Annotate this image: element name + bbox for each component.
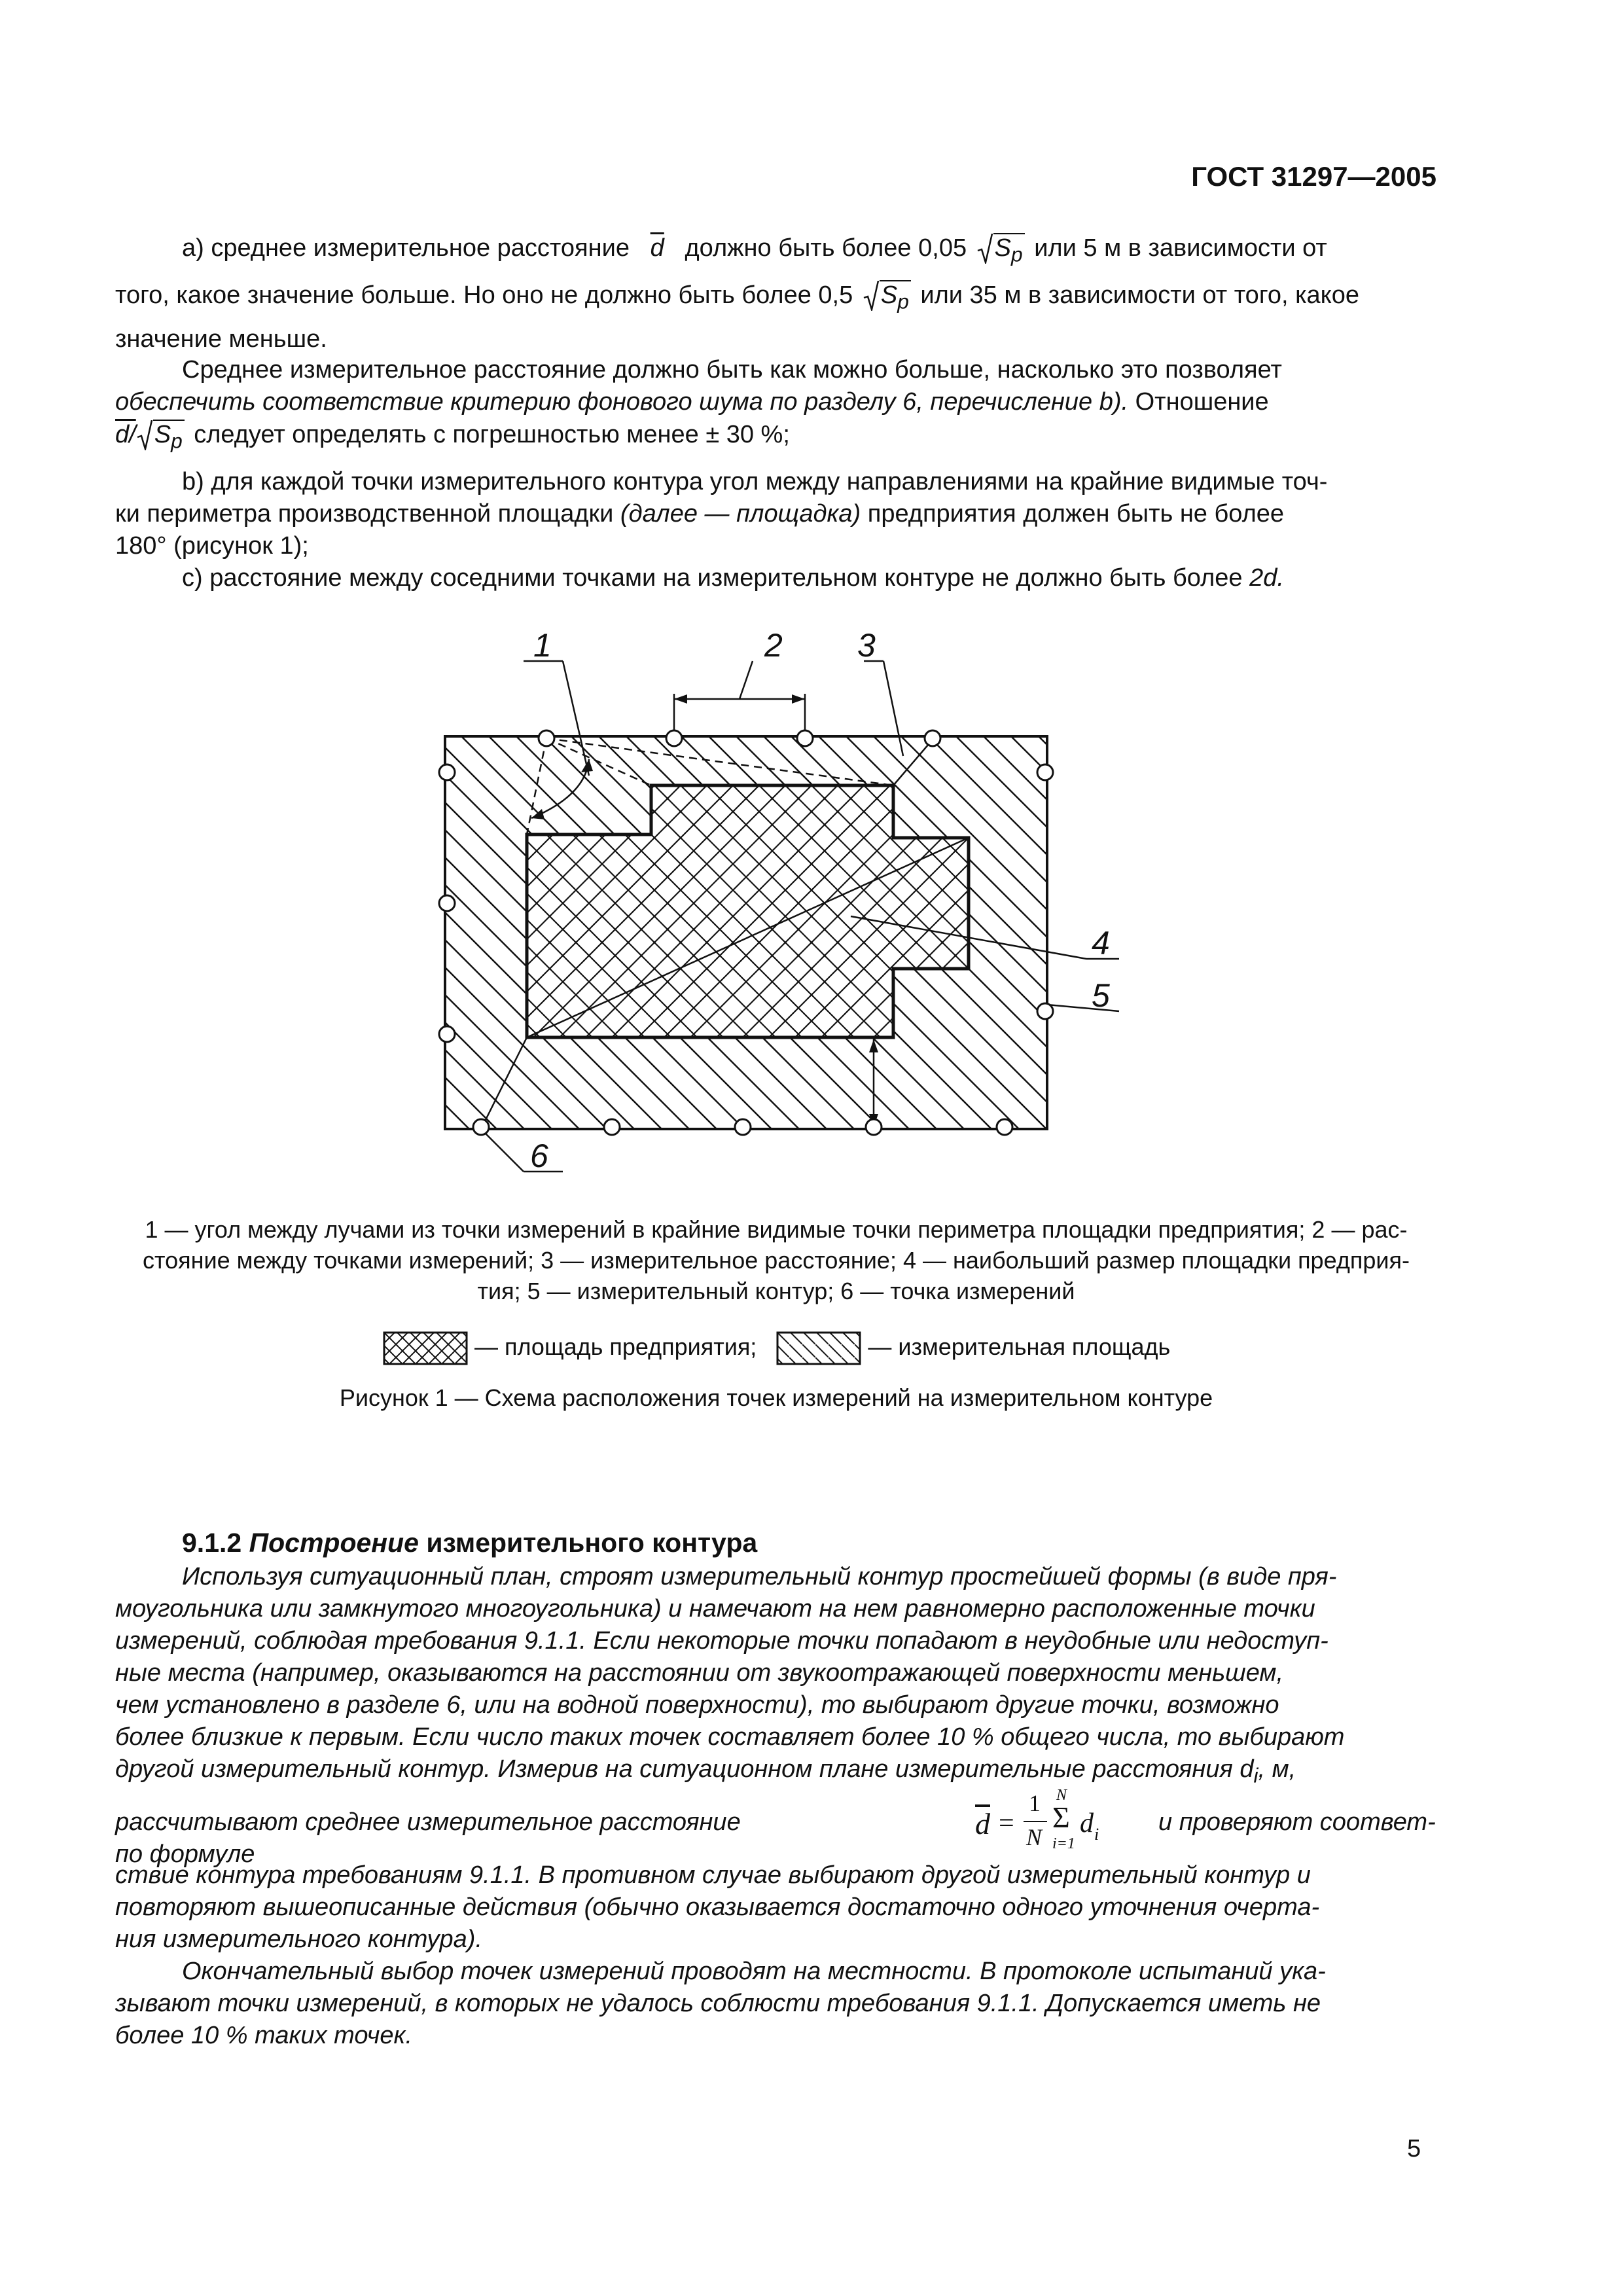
figure-legend-line3: тия; 5 — измерительный контур; 6 — точка измерений [477,1278,1075,1304]
measurement-swatch-icon [776,1331,861,1365]
item-a-text-mid: должно быть более 0,05 [685,234,967,262]
item-a-text-post: или 5 м в зависимости от [1034,234,1327,262]
item-a-line3: значение меньше. [115,325,327,353]
section-p2-line1: Окончательный выбор точек измерений проводят на местности. В протоколе испытаний ука- [182,1958,1326,1985]
figure-caption: Рисунок 1 — Схема расположения точек измерений на измерительном контуре [339,1384,1213,1411]
section-p1-line1: Используя ситуационный план, строят измерительный контур простейшей формы (в виде пря- [182,1563,1337,1590]
arrow-head-icon [792,694,805,704]
item-a-line2: того, какое значение больше. Но оно не должно быть более 0,5 $S_p$ или 35 м в зависимости от того, какое [115,279,1437,318]
enterprise-swatch-icon [383,1331,468,1365]
measurement-point [666,730,682,746]
mean-distance-line1: Среднее измерительное расстояние должно быть как можно больше, насколько это позволяет [182,356,1282,384]
arrow-head-icon [674,694,687,704]
section-p1-line5: чем установлено в разделе 6, или на водной поверхности), то выбирают другие точки, возможно [115,1691,1279,1719]
section-p1-line11: ния измерительного контура). [115,1926,483,1953]
measurement-point [539,730,554,746]
radical-sign-icon [976,234,993,264]
mean-distance-formula: $\overline{d}$ = 1 N N Σ i=1 d i [975,1787,1099,1852]
measurement-point [925,730,940,746]
callout-2: 2 [764,627,783,664]
measurement-point [1037,764,1053,780]
section-p1-line8-end: и проверяют соответ- [1158,1808,1436,1836]
measurement-point [439,764,455,780]
sqrt-sp-2: $S_p$ [863,279,911,318]
section-p1-line8: рассчитывают среднее измерительное расстояние по формуле [115,1808,741,1868]
section-p1-line6: более близкие к первым. Если число таких точек составляет более 10 % общего числа, то выбирают [115,1723,1345,1751]
sum-sign-icon: Σ [1052,1801,1070,1834]
callout-1: 1 [533,627,552,664]
measurement-point [439,895,455,911]
document-code: ГОСТ 31297—2005 [1191,161,1436,192]
callout-6-leader [481,1129,524,1172]
measurement-point [439,1026,455,1042]
mean-distance-line2: обеспечить соответствие критерию фонового шума по разделу 6, перечисление b). Отношение [115,388,1269,416]
section-p1-line2: моугольника или замкнутого многоугольника) и намечают на нем равномерно расположенные точки [115,1595,1315,1623]
section-title: 9.1.2 Построение измерительного контура [182,1528,758,1558]
radical-sign-icon [863,281,880,311]
figure-legend-line2: стояние между точками измерений; 3 — измерительное расстояние; 4 — наибольший размер площадки предприя- [143,1247,1410,1274]
section-p1-line9: ствие контура требованиям 9.1.1. В противном случае выбирают другой измерительный контур и [115,1861,1311,1889]
measurement-point [473,1119,489,1135]
callout-6: 6 [530,1138,548,1174]
key-measurement-label: — измерительная площадь [868,1333,1171,1360]
figure-key [383,1329,1299,1368]
fraction-bar [1024,1821,1047,1822]
callout-4: 4 [1092,925,1110,961]
mean-distance-symbol: $\overline{d}$ [650,234,664,262]
measurement-point [604,1119,620,1135]
measurement-point [797,730,813,746]
item-b-line3: 180° (рисунок 1); [115,532,309,560]
item-c-line1: с) расстояние между соседними точками на измерительном контуре не должно быть более 2d. [182,564,1284,592]
item-b-line2: ки периметра производственной площадки (далее — площадка) предприятия должен быть не более [115,500,1285,528]
figure-legend-line1: 1 — угол между лучами из точки измерений в крайние видимые точки периметра площадки предприятия; 2 — рас- [145,1216,1408,1243]
mean-distance-line3: d/ $S_p$ следует определять с погрешностью менее ± 30 %; [115,419,1437,457]
section-p2-line3: более 10 % таких точек. [115,2022,413,2049]
radical-sign-icon [136,420,153,450]
callout-5: 5 [1092,977,1110,1014]
figure-diagram [406,615,1158,1204]
measurement-point [866,1119,882,1135]
item-b-line1: b) для каждой точки измерительного контура угол между направлениями на крайние видимые точ- [182,468,1328,495]
section-p2-line2: зывают точки измерений, в которых не удалось соблюсти требования 9.1.1. Допускается иметь не [115,1990,1321,2017]
section-p1-line10: повторяют вышеописанные действия (обычно оказывается достаточно одного уточнения очерта- [115,1893,1320,1921]
measurement-point [735,1119,751,1135]
key-enterprise-label: — площадь предприятия; [474,1333,757,1360]
section-p1-line4: ные места (например, оказываются на расстоянии от звукоотражающей поверхности меньшем, [115,1659,1284,1687]
measurement-point [997,1119,1012,1135]
section-p1-line7: другой измерительный контур. Измерив на ситуационном плане измерительные расстояния $d_i$, м, [115,1755,1296,1787]
sqrt-sp-3: $S_p$ [136,419,185,457]
item-a-line1 [182,232,1438,271]
measurement-point [1037,1003,1053,1019]
item-a-text: а) среднее измерительное расстояние [182,234,630,262]
section-p1-line3: измерений, соблюдая требования 9.1.1. Если некоторые точки попадают в неудобные или недоступ- [115,1627,1329,1655]
callout-2-leader [740,661,753,699]
callout-3: 3 [857,627,876,664]
page-number: 5 [1407,2135,1421,2162]
sqrt-sp: $S_p$ [976,232,1025,271]
